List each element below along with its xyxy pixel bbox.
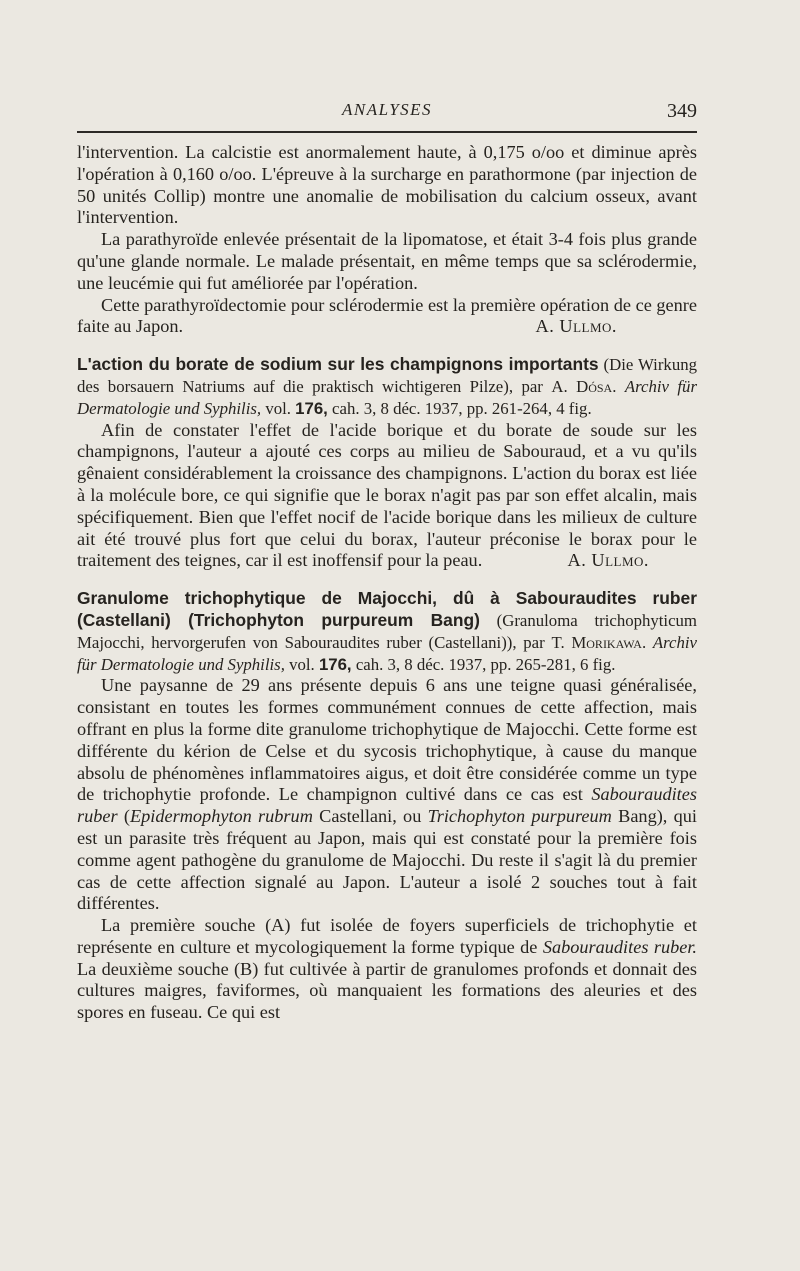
entry-title: Granulome trichophytique de Majocchi, dû à Sabouraudites ruber (Castellani) (Trichophyton purpureum Bang): [77, 588, 697, 630]
entry-original-title: (Die Wirkung des borsauern Natriums auf die praktisch wichtigeren Pilze), par: [77, 355, 697, 396]
journal-title: Archiv für Dermatologie und Syphilis,: [77, 376, 697, 418]
abstract-entry: [77, 354, 697, 572]
page-body: [77, 142, 697, 1024]
text-run: Une paysanne de 29 ans présente depuis 6 ans une teigne quasi généralisée, consistant en toutes les formes communément connues de cette affection, mais offrant en plus la forme dite granulome trichophytique de Majocchi. Cette forme est différente du kérion de Celse et du sycosis trichophytique, à cause du manque absolu de phénomènes inflammatoires aigus, et doit être considérée comme un type de trichophytie profonde. Le champignon cultivé dans ce cas est: [77, 675, 697, 805]
entry-heading: [77, 354, 697, 419]
volume-number: 176,: [295, 398, 328, 418]
entry-author: T. Morikawa.: [551, 632, 647, 652]
species-name: Sabouraudites ruber: [77, 784, 697, 827]
species-name: Epidermophyton rubrum: [129, 806, 313, 827]
paragraph: [77, 295, 697, 339]
signature: A. Ullmo.: [535, 316, 617, 337]
paragraph: [77, 675, 697, 915]
header-rule: [77, 131, 697, 133]
paragraph: [77, 420, 697, 573]
species-name: Trichophyton purpureum: [427, 806, 612, 827]
entry-author: A. Dósa.: [551, 376, 617, 396]
page-number: 349: [667, 100, 697, 122]
entry-title: L'action du borate de sodium sur les champignons importants: [77, 354, 599, 375]
running-title: ANALYSES: [341, 100, 433, 119]
volume-label: vol.: [265, 398, 291, 418]
paragraph-text: Afin de constater l'effet de l'acide borique et du borate de soude sur les champignons, l'auteur a ajouté ces corps au milieu de Sabouraud, et a vu qu'ils gênaient considérablement la croissance des champignons. L'action du borax est liée à la molécule bore, ce qui signifie que le borax n'agit pas par son effet alcalin, mais spécifiquement. Bien que l'effet nocif de l'acide borique dans les milieux de culture ait été trouvé plus fort que celui du borax, l'auteur préconise le borax pour le traitement des teignes, car il est inoffensif pour la peau.: [77, 419, 697, 571]
entry-original-title: (Granuloma trichophyticum Majocchi, hervorgerufen von Sabouraudites ruber (Castellani)), par: [77, 610, 697, 652]
volume-label: vol.: [289, 654, 315, 674]
paragraph: La parathyroïde enlevée présentait de la lipomatose, et était 3-4 fois plus grande qu'une glande normale. Le malade présentait, en même temps que sa sclérodermie, une leucémie qui fut améliorée par l'opération.: [77, 229, 697, 293]
journal-title: Archiv für Dermatologie und Syphilis,: [77, 632, 697, 674]
paragraph: l'intervention. La calcistie est anormalement haute, à 0,175 o/oo et diminue après l'opération à 0,160 o/oo. L'épreuve à la surcharge en parathormone (par injection de 50 unités Collip) montre une anomalie de mobilisation du calcium osseux, avant l'intervention.: [77, 142, 697, 228]
paragraph: [77, 915, 697, 1024]
citation-details: cah. 3, 8 déc. 1937, pp. 261-264, 4 fig.: [332, 398, 592, 418]
paragraph-text: Cette parathyroïdectomie pour sclérodermie est la première opération de ce genre faite au Japon.: [77, 294, 697, 337]
species-name: Sabouraudites ruber.: [542, 936, 697, 957]
abstract-entry: [77, 588, 697, 1024]
text-run: La deuxième souche (B) fut cultivée à partir de granulomes profonds et donnait des cultures maigres, faviformes, où manquaient les formations des aleuries et des spores en fuseau. Ce qui est: [77, 958, 697, 1023]
citation-details: cah. 3, 8 déc. 1937, pp. 265-281, 6 fig.: [355, 654, 616, 674]
volume-number: 176,: [318, 654, 352, 674]
text-run: (: [123, 806, 130, 827]
text-run: Castellani, ou: [319, 806, 422, 827]
text-run: La première souche (A) fut isolée de foyers superficiels de trichophytie et représente en culture et mycologiquement la forme typique de: [77, 915, 697, 957]
page-header: [77, 96, 697, 126]
signature: A. Ullmo.: [567, 550, 649, 571]
entry-heading: [77, 588, 697, 675]
text-run: Bang), qui est un parasite très fréquent au Japon, mais qui est constaté pour la première fois comme agent pathogène du granulome de Majocchi. Du reste il s'agit là du premier cas de cette affection signalé au Japon. L'auteur a isolé 2 souches tout à fait différentes.: [77, 806, 697, 914]
